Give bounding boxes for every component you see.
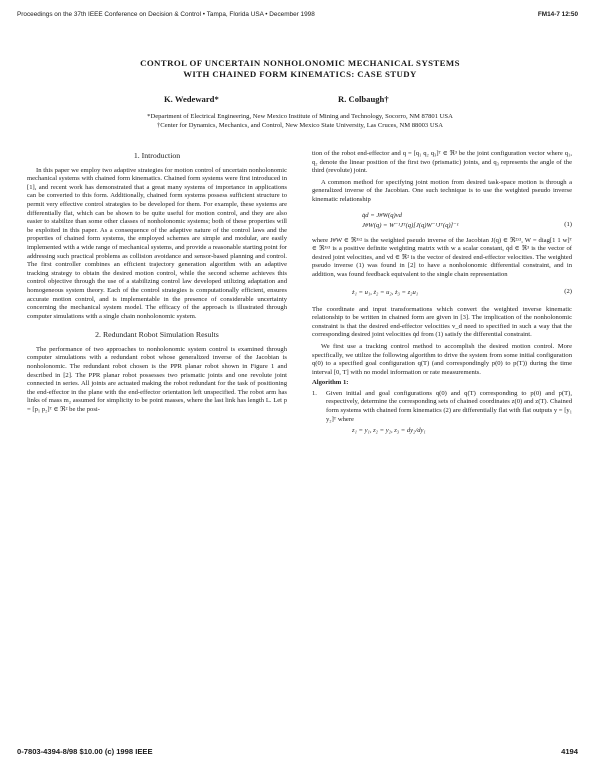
algorithm-step-text: Given initial and goal configurations q(0) and q(T) corresponding to p(0) and p(T), respectively, determine the corresponding sets of chained coordinates z(0) and z(T). Chained form systems with chained form kinematics (2) are differentially flat with flat outputs y = [y₁ y₂]ᵀ where xyxy=(326,389,572,423)
conference-line: Proceedings on the 37th IEEE Conference on Decision & Control • Tampa, Florida USA • December 1998 xyxy=(17,11,315,18)
section-heading-simulation: 2. Redundant Robot Simulation Results xyxy=(95,330,219,340)
title-line-2: WITH CHAINED FORM KINEMATICS: CASE STUDY xyxy=(183,69,417,79)
algorithm-title: Algorithm 1: xyxy=(312,379,349,387)
body-paragraph-4: The coordinate and input transformations which convert the weighted inverse kinematic relationship to be written in chained form are given in [3]. The implication of the nonholonomic constraint is that the desired end-effector velocities v_d need to specified in such a way that the corresponding desired joint velocities q̇d from (1) satisfy the differential constraint. xyxy=(312,305,572,339)
paper-title xyxy=(0,58,600,80)
body-paragraph-3: where J#W ∈ ℜ³ˣ² is the weighted pseudo inverse of the Jacobian J(q) ∈ ℜ²ˣ³, W = diag[1 1 w]ᵀ ∈ ℜ³ˣ³ is a positive definite weighting matrix with w a scalar constant, q̇d ∈ ℜ³ is the vector of desired joint velocities, and vd ∈ ℜ² is the vector of desired end-effector velocities. The weighted pseudo inverse (1) was found in [2] to have a nonholonomic differential constraint, and in addition, was found feedback equivalent to the single chain representation xyxy=(312,236,572,278)
affiliation-1: *Department of Electrical Engineering, New Mexico Institute of Mining and Technology, Socorro, NM 87801 USA xyxy=(147,113,453,120)
simulation-paragraph: The performance of two approaches to nonholonomic system control is examined through computer simulations with a redundant robot whose generalized inverse of the Jacobian is nonholonomic. The redundant robot chosen is the PPR planar robot shown in Figure 1 and described in [2]. The PPR planar robot possesses two prismatic joints and one revolute joint connected in series. All joints are actuated making the robot redundant for the task of positioning the end-effector in the plane with the end-effector orientation left unspecified. The robot arm has links of mass m₂ assumed for simplicity to be point masses, where the last link has length L. Let p = [p₁ p₂]ᵀ ∈ ℜ² be the posi- xyxy=(27,345,287,414)
affiliations xyxy=(0,112,600,130)
session-code: FM14-7 12:50 xyxy=(537,11,578,18)
equation-1 xyxy=(312,211,572,231)
equation-2-body: ż₁ = u₁, ż₂ = u₂, ż₃ = z₂u₁ xyxy=(352,288,419,296)
copyright-line: 0-7803-4394-8/98 $10.00 (c) 1998 IEEE xyxy=(17,747,153,756)
author-wedeward: K. Wedeward* xyxy=(164,94,219,104)
affiliation-2: †Center for Dynamics, Mechanics, and Control, New Mexico State University, Las Cruces, NM 88003 USA xyxy=(156,122,444,129)
algorithm-step-1 xyxy=(312,390,572,424)
body-paragraph-2: A common method for specifying joint motion from desired task-space motion is through a generalized inverse of the Jacobian. One such technique is to use the weighted pseudo inverse kinematic relationship xyxy=(312,178,572,203)
equation-1-line-1: q̇d = J#W(q)vd xyxy=(362,211,402,219)
page-number: 4194 xyxy=(561,747,578,756)
body-paragraph-5: We first use a tracking control method to accomplish the desired motion control. More specifically, we utilize the following algorithm to drive the system from some initial configuration q(0) to a specified goal configuration q(T) (and correspondingly p(0) to p(T)) during the time interval [0, T] with no model information or rate measurements. xyxy=(312,342,572,376)
title-line-1: CONTROL OF UNCERTAIN NONHOLONOMIC MECHANICAL SYSTEMS xyxy=(140,58,460,68)
equation-2-number: (2) xyxy=(564,287,572,295)
equation-1-line-2: J#W(q) = W⁻¹Jᵀ(q)[J(q)W⁻¹Jᵀ(q)]⁻¹ xyxy=(362,221,459,229)
equation-2 xyxy=(312,288,572,298)
body-paragraph-1: tion of the robot end-effector and q = [q₁ q₂ q₃]ᵀ ∈ ℜ³ be the joint configuration vector where q₁, q₂ denote the linear position of the first two (prismatic) joints, and q₃ represents the angle of the third (revolute) joint. xyxy=(312,150,572,175)
right-column xyxy=(312,150,572,436)
flat-output-equation: z₁ = y₁, z₂ = y₂, z₃ = dy₂/dy₁ xyxy=(352,427,426,435)
equation-1-number: (1) xyxy=(564,220,572,228)
algorithm-step-number: 1. xyxy=(312,389,317,397)
introduction-paragraph: In this paper we employ two adaptive strategies for motion control of uncertain nonholonomic mechanical systems with chained form kinematics. Chained form systems were first introduced in [1], and recent work has demonstrated that a great many systems of importance in applications can be converted to this form. Additionally, chained form systems possess sufficient structure to permit very effective control strategies to be developed for them. For example, these systems are differentially flat, which can be shown to be quite useful for motion control, and they are also easier to stabilize than some other classes of nonholonomic systems; both of these properties will be exploited in this paper. As a consequence of the adaptive nature of the control laws and the properties of chained form systems, the employed schemes are simple and modular, are easily implemented with a wide range of mechanical systems, and provide a reasonable starting point for addressing such practical problems as collision avoidance and sensor-based planning and control. The first controller combines an efficient trajectory generation algorithm with an adaptive tracking strategy to obtain the desired motion control, while the second scheme achieves this control objective through the use of a stabilizing control law developed utilizing adaptation and homogeneous system theory. Each of the control strategies is computationally efficient, ensures accurate motion control, and is implementable in the presence of considerable uncertainty concerning the mechanical system model. The efficacy of the approach is illustrated through computer simulations with a single chain nonholonomic system. xyxy=(27,166,287,320)
left-column xyxy=(27,152,287,415)
section-heading-introduction: 1. Introduction xyxy=(133,151,181,160)
author-colbaugh: R. Colbaugh† xyxy=(338,94,389,104)
